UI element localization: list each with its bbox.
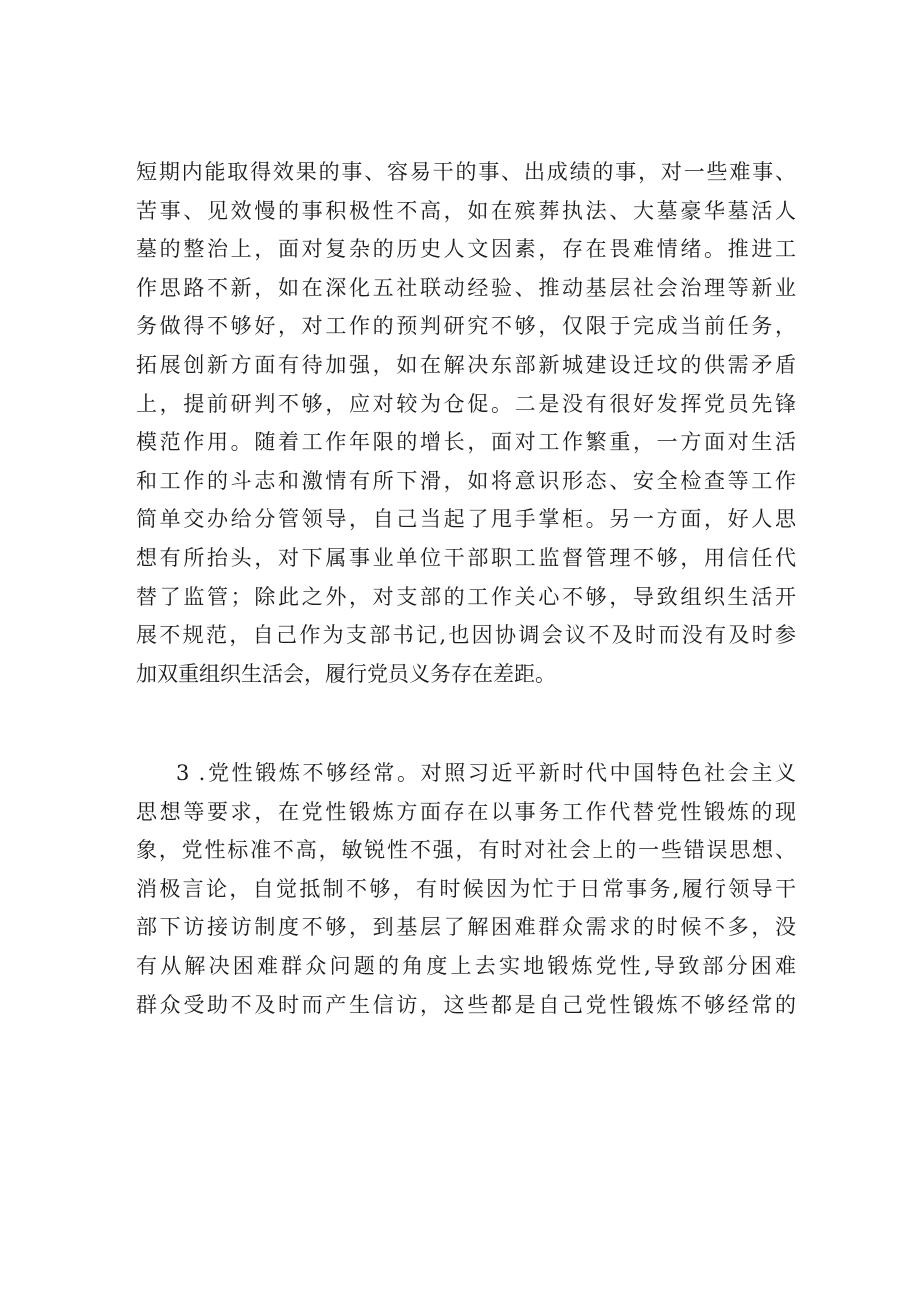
- text-line: 上，提前研判不够，应对较为仓促。二是没有很好发挥党员先锋: [136, 391, 796, 416]
- text-line: 苦事、见效慢的事积极性不高，如在殡葬执法、大墓豪华墓活人: [136, 198, 796, 223]
- text-line: 有从解决困难群众问题的角度上去实地锻炼党性,导致部分困难: [136, 953, 796, 978]
- text-line: 象，党性标准不高，敏锐性不强，有时对社会上的一些错误思想、: [136, 838, 796, 863]
- text-line: 部下访接访制度不够，到基层了解困难群众需求的时候不多，没: [136, 915, 796, 940]
- text-line: 想有所抬头，对下属事业单位干部职工监督管理不够，用信任代: [136, 545, 796, 570]
- text-line: 群众受助不及时而产生信访，这些都是自己党性锻炼不够经常的: [136, 992, 796, 1017]
- text-line: 短期内能取得效果的事、容易干的事、出成绩的事，对一些难事、: [136, 160, 796, 184]
- text-line: 展不规范，自己作为支部书记,也因协调会议不及时而没有及时参: [136, 623, 796, 648]
- text-line: 加双重组织生活会，履行党员义务存在差距。: [136, 661, 556, 686]
- text-line: 模范作用。随着工作年限的增长，面对工作繁重，一方面对生活: [136, 430, 796, 455]
- text-line: 务做得不够好，对工作的预判研究不够，仅限于完成当前任务，: [136, 314, 796, 339]
- paragraph-party-training: [136, 754, 796, 1024]
- section-heading-line: 3 .党性锻炼不够经常。对照习近平新时代中国特色社会主义: [176, 761, 796, 785]
- text-line: 替了监管；除此之外，对支部的工作关心不够，导致组织生活开: [136, 584, 796, 609]
- text-line: 简单交办给分管领导，自己当起了甩手掌柜。另一方面，好人思: [136, 507, 796, 532]
- text-line: 作思路不新，如在深化五社联动经验、推动基层社会治理等新业: [136, 275, 796, 300]
- text-line: 拓展创新方面有待加强，如在解决东部新城建设迁坟的供需矛盾: [136, 352, 796, 377]
- text-line: 消极言论，自觉抵制不够，有时候因为忙于日常事务,履行领导干: [136, 876, 796, 901]
- text-line: 和工作的斗志和激情有所下滑，如将意识形态、安全检查等工作: [136, 468, 796, 493]
- text-line: 墓的整治上，面对复杂的历史人文因素，存在畏难情绪。推进工: [136, 237, 796, 262]
- paragraph-party-role: [136, 153, 796, 693]
- text-line: 思想等要求，在党性锻炼方面存在以事务工作代替党性锻炼的现: [136, 799, 796, 824]
